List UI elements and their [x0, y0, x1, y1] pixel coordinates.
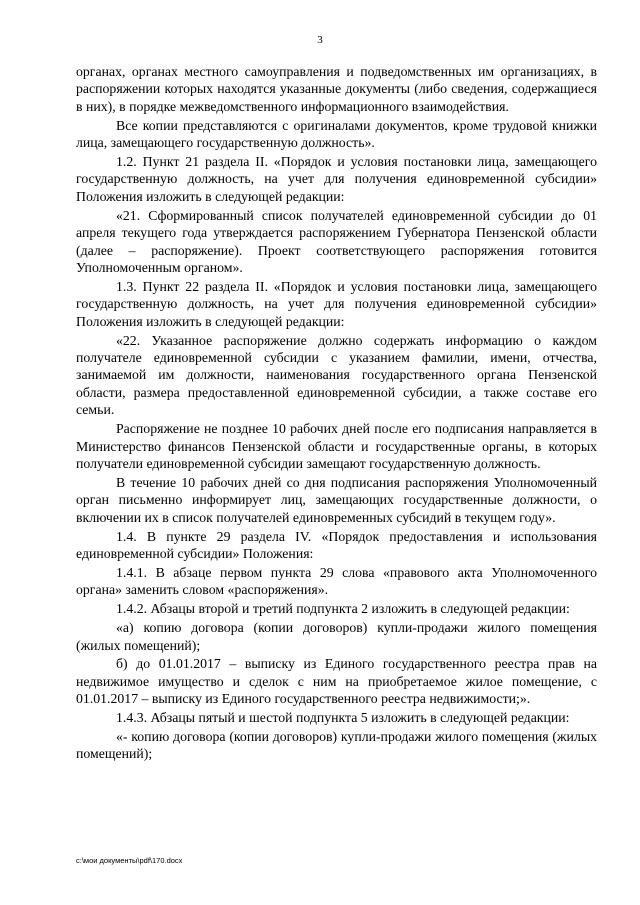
paragraph: органах, органах местного самоуправления и подведомственных им организациях, в распоряжении которых находятся указанные документы (либо сведения, содержащиеся в них), в порядке межведомственного информационного взаимодействия. — [76, 64, 597, 114]
paragraph: б) до 01.01.2017 – выписку из Единого государственного реестра прав на недвижимое имущество и сделок с ним на приобретаемое жилое помещение, с 01.01.2017 – выписку из Единого государственного реестра недвижимости;». — [76, 656, 597, 707]
paragraph: Все копии представляются с оригиналами документов, кроме трудовой книжки лица, замещающего государственную должность». — [76, 117, 597, 151]
paragraph: 1.4.2. Абзацы второй и третий подпункта 2 изложить в следующей редакции: — [116, 601, 570, 617]
paragraph: «22. Указанное распоряжение должно содержать информацию о каждом получателе единовременной субсидии с указанием фамилии, имени, отчества, занимаемой им должности, наименования государственного органа Пензенской области, размера предоставленной единовременной субсидии, а также составе его семьи. — [76, 332, 597, 418]
document-body — [76, 63, 597, 764]
paragraph: 1.4. В пункте 29 раздела IV. «Порядок предоставления и использования единовременной субсидии» Положения: — [76, 528, 597, 561]
paragraph: 1.4.3. Абзацы пятый и шестой подпункта 5 изложить в следующей редакции: — [116, 710, 570, 726]
paragraph: 1.2. Пункт 21 раздела II. «Порядок и условия постановки лица, замещающего государственную должность, на учет для получения единовременной субсидии» Положения изложить в следующей редакции: — [76, 154, 597, 204]
paragraph: В течение 10 рабочих дней со дня подписания распоряжения Уполномоченный орган письменно информирует лиц, замещающих государственные должности, о включении их в список получателей единовременных субсидий в текущем году». — [76, 474, 597, 525]
page-number: 3 — [317, 34, 323, 46]
paragraph: Распоряжение не позднее 10 рабочих дней после его подписания направляется в Министерство финансов Пензенской области и государственные органы, в которых получатели единовременной субсидии замещают государственную должность. — [76, 421, 597, 471]
footer-file-path: c:\мои документы\pdf\170.docx — [76, 856, 183, 865]
paragraph: 1.3. Пункт 22 раздела II. «Порядок и условия постановки лица, замещающего государственную должность, на учет для получения единовременной субсидии» Положения изложить в следующей редакции: — [76, 278, 597, 329]
paragraph: «а) копию договора (копии договоров) купли-продажи жилого помещения (жилых помещений); — [76, 620, 597, 653]
paragraph: «- копию договора (копии договоров) купли-продажи жилого помещения (жилых помещений); — [76, 729, 597, 762]
paragraph: 1.4.1. В абзаце первом пункта 29 слова «правового акта Уполномоченного органа» заменить словом «распоряжения». — [76, 564, 597, 598]
paragraph: «21. Сформированный список получателей единовременной субсидии до 01 апреля текущего года утверждается распоряжением Губернатора Пензенской области (далее – распоряжение). Проект соответствующего распоряжения готовится Уполномоченным органом». — [76, 207, 597, 275]
